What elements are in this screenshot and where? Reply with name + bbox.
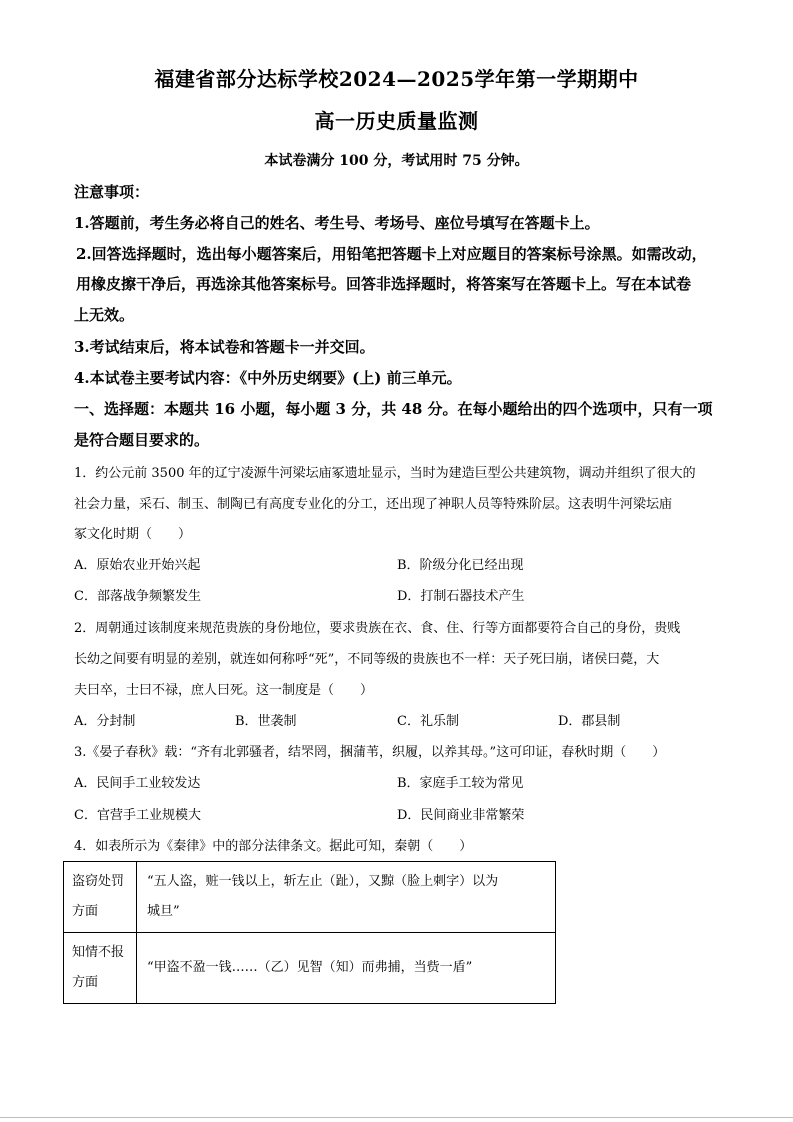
- qin-law-table: [63, 861, 556, 1004]
- note-line: 上无效。: [74, 306, 135, 324]
- question-1-option-d: D．打制石器技术产生: [397, 589, 525, 604]
- table-category-text: 知情不报: [72, 945, 125, 960]
- notes-heading: 注意事项：: [74, 183, 150, 201]
- question-1-option-a: A．原始农业开始兴起: [74, 558, 201, 573]
- table-category-text: 方面: [72, 975, 99, 990]
- table-text-cell: [137, 933, 556, 1004]
- table-text-cell: [137, 862, 556, 933]
- exam-title-line1: 福建省部分达标学校2024—2025学年第一学期期中: [154, 67, 639, 91]
- table-category-cell: [64, 862, 137, 933]
- table-row: [64, 933, 556, 1004]
- question-1-text: 1．约公元前 3500 年的辽宁凌源牛河梁坛庙冢遗址显示，当时为建造巨型公共建筑物，调动并组织了很大的: [74, 466, 696, 481]
- question-2-option-a: A．分封制: [74, 714, 136, 729]
- note-line: 3.考试结束后，将本试卷和答题卡一并交回。: [74, 338, 375, 356]
- question-2-option-b: B．世袭制: [235, 714, 297, 729]
- question-3-option-a: A．民间手工业较发达: [74, 776, 201, 791]
- question-2-text: 夫曰卒，士曰不禄，庶人曰死。这一制度是（ ）: [74, 683, 374, 698]
- question-3-option-c: C．官营手工业规模大: [74, 808, 201, 823]
- question-3-option-b: B．家庭手工较为常见: [397, 776, 524, 791]
- section-heading: 一、选择题：本题共 16 小题，每小题 3 分，共 48 分。在每小题给出的四个选项中，只有一项: [74, 400, 713, 418]
- exam-title-line2: 高一历史质量监测: [314, 109, 479, 133]
- note-line: 用橡皮擦干净后，再选涂其他答案标号。回答非选择题时，将答案写在答题卡上。写在本试卷: [76, 275, 692, 293]
- table-law-text: “五人盗，赃一钱以上，斩左止（趾），又黥（脸上刺字）以为: [147, 874, 499, 889]
- page-bottom-divider: [0, 1117, 793, 1118]
- question-1-text: 社会力量，采石、制玉、制陶已有高度专业化的分工，还出现了神职人员等特殊阶层。这表明牛河梁坛庙: [74, 497, 673, 512]
- question-1-option-b: B．阶级分化已经出现: [397, 558, 524, 573]
- question-2-option-c: C．礼乐制: [397, 714, 459, 729]
- question-1-option-c: C．部落战争频繁发生: [74, 589, 201, 604]
- table-law-text: 城旦”: [147, 904, 180, 919]
- table-law-text: “甲盗不盈一钱……（乙）见智（知）而弗捕，当赀一盾”: [147, 960, 473, 975]
- question-1-text: 冢文化时期（ ）: [74, 527, 192, 542]
- question-2-text: 长幼之间要有明显的差别，就连如何称呼“死”，不同等级的贵族也不一样：天子死曰崩，诸侯曰薨，大: [74, 652, 660, 667]
- table-category-text: 盗窃处罚: [72, 874, 125, 889]
- exam-subtitle: 本试卷满分 100 分，考试用时 75 分钟。: [264, 153, 529, 169]
- question-4-text: 4．如表所示为《秦律》中的部分法律条文。据此可知，秦朝（ ）: [74, 839, 473, 854]
- note-line: 1.答题前，考生务必将自己的姓名、考生号、考场号、座位号填写在答题卡上。: [74, 214, 600, 232]
- table-category-cell: [64, 933, 137, 1004]
- question-3-text: 3.《晏子春秋》载：“齐有北郭骚者，结罘罔，捆蒲苇，织履，以养其母。”这可印证，春秋时期（ ）: [74, 745, 666, 760]
- table-row: [64, 862, 556, 933]
- question-2-option-d: D．郡县制: [558, 714, 621, 729]
- note-line: 2.回答选择题时，选出每小题答案后，用铅笔把答题卡上对应题目的答案标号涂黑。如需改动，: [76, 245, 707, 263]
- question-2-text: 2．周朝通过该制度来规范贵族的身份地位，要求贵族在衣、食、住、行等方面都要符合自己的身份，贵贱: [74, 621, 681, 636]
- table-category-text: 方面: [72, 904, 99, 919]
- question-3-option-d: D．民间商业非常繁荣: [397, 808, 525, 823]
- note-line: 4.本试卷主要考试内容：《中外历史纲要》(上) 前三单元。: [74, 369, 462, 387]
- section-heading: 是符合题目要求的。: [74, 431, 210, 449]
